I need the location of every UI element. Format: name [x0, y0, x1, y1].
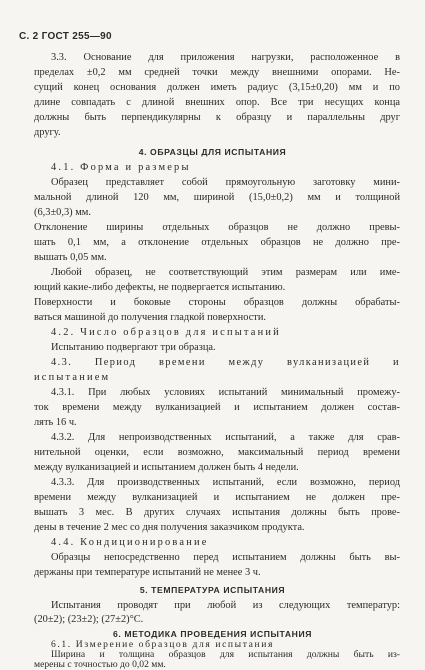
- paragraph-line: нительной оценки, если возможно, максимальный период времени: [34, 447, 400, 458]
- page-header: С. 2 ГОСТ 255—90: [19, 31, 112, 42]
- paragraph-line: Образцы непосредственно перед испытанием должны быть вы-: [51, 552, 400, 563]
- paragraph-line: Отклонение ширины отдельных образцов не должно превы-: [34, 222, 400, 233]
- paragraph-line: вышать 0,05 мм.: [34, 252, 107, 263]
- paragraph-line: ваться машиной до получения гладкой поверхности.: [34, 312, 267, 323]
- paragraph-line: 3.3. Основание для приложения нагрузки, расположенное в: [51, 52, 400, 63]
- section-heading: 6. МЕТОДИКА ПРОВЕДЕНИЯ ИСПЫТАНИЯ: [112, 629, 313, 639]
- subsection-heading: испытанием: [34, 372, 111, 383]
- paragraph-line: между вулканизацией и испытанием должен быть 4 недели.: [34, 462, 299, 473]
- section-heading: 4. ОБРАЗЦЫ ДЛЯ ИСПЫТАНИЯ: [138, 147, 287, 157]
- subsection-heading: 4.3. Период времени между вулканизацией и: [51, 357, 400, 368]
- paragraph-line: дены в течение 2 мес со дня получения заказчиком продукта.: [34, 522, 305, 533]
- paragraph-line: пределах ±0,2 мм средней точки между внешними опорами. Не-: [34, 67, 400, 78]
- paragraph-line: Испытания проводят при любой из следующих температур:: [51, 600, 400, 611]
- subsection-heading: 4.1. Форма и размеры: [51, 162, 191, 173]
- paragraph-line: времени между вулканизацией и испытанием не должен пре-: [34, 492, 400, 503]
- paragraph-line: лять 16 ч.: [34, 417, 77, 428]
- paragraph-line: мерены с точностью до 0,02 мм.: [34, 659, 166, 670]
- paragraph-line: 4.3.1. При любых условиях испытаний минимальный промежу-: [51, 387, 400, 398]
- paragraph-line: Любой образец, не соответствующий этим размерам или име-: [51, 267, 400, 278]
- subsection-heading: 4.2. Число образцов для испытаний: [51, 327, 281, 338]
- paragraph-line: Поверхности и боковые стороны образцов должны обрабаты-: [34, 297, 400, 308]
- paragraph-line: ющий какие-либо дефекты, не подвергается испытанию.: [34, 282, 286, 293]
- paragraph-line: 4.3.3. Для производственных испытаний, если возможно, период: [51, 477, 400, 488]
- section-heading: 5. ТЕМПЕРАТУРА ИСПЫТАНИЯ: [139, 585, 286, 595]
- paragraph-line: Образец представляет собой прямоугольную заготовку мини-: [51, 177, 400, 188]
- paragraph-line: держаны при температуре испытаний не менее 3 ч.: [34, 567, 261, 578]
- paragraph-line: должны быть перпендикулярны к образцу и параллельны друг: [34, 112, 400, 123]
- subsection-heading: 4.4. Кондиционирование: [51, 537, 209, 548]
- subsection-heading: 6.1. Измерение образцов для испытания: [51, 639, 274, 650]
- paragraph-line: ток времени между вулканизацией и испытанием должен состав-: [34, 402, 400, 413]
- paragraph-line: вышать 3 мес. В других случаях испытания должны быть прове-: [34, 507, 400, 518]
- paragraph-line: длине совпадать с длиной внешних опор. Все три несущих конца: [34, 97, 400, 108]
- paragraph-line: другу.: [34, 127, 61, 138]
- paragraph-line: мальной длиной 120 мм, шириной (15,0±0,2) мм и толщиной: [34, 192, 400, 203]
- paragraph-line: сущий конец основания должен иметь радиус (3,15±0,20) мм и по: [34, 82, 400, 93]
- paragraph-line: Испытанию подвергают три образца.: [51, 342, 216, 353]
- paragraph-line: Ширина и толщина образцов для испытания должны быть из-: [51, 649, 400, 660]
- paragraph-line: (20±2); (23±2); (27±2)°С.: [34, 614, 144, 625]
- paragraph-line: шать 0,1 мм, а отклонение отдельных образцов не должно пре-: [34, 237, 400, 248]
- paragraph-line: 4.3.2. Для непроизводственных испытаний, а также для срав-: [51, 432, 400, 443]
- paragraph-line: (6,3±0,3) мм.: [34, 207, 91, 218]
